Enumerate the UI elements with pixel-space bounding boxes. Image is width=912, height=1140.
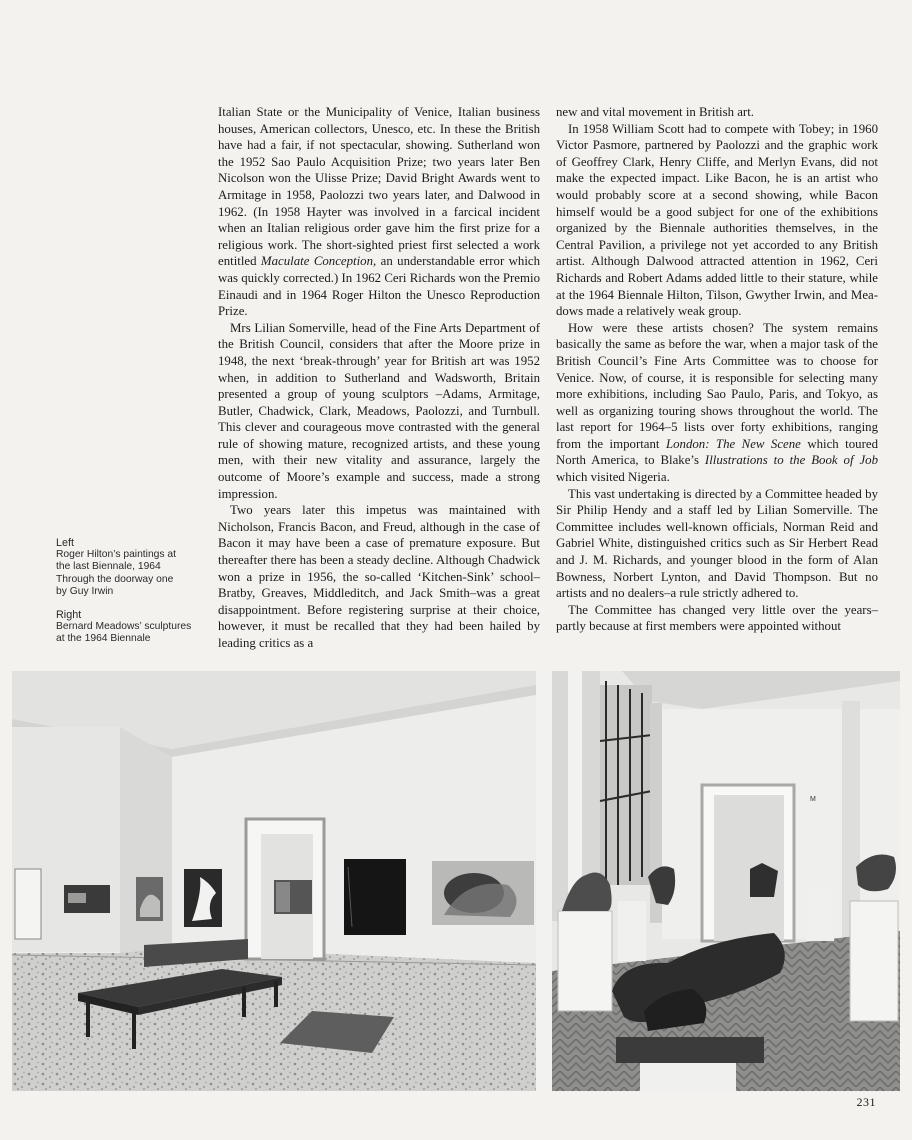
paragraph-text: which toured North America, to Blake’s (556, 436, 878, 468)
paragraph: Mrs Lilian Somerville, head of the Fine Arts Department of the British Council, considers that after the Moore prize in 1948, the next ‘break-through’ year for British art was 1952 when, in addition to Sutherland and Wadsworth, Britain presented a group of young sculptors –Adams, Armitage, Butler, Chadwick, Clark, Meadows, Paolozzi, and Turnbull. This clever and courageous move contrasted with the general rule of showing mature, recognized artists, and these young men, with their new vitality and assurance, largely the outcome of Moore’s example and success, made a strong impression. (218, 320, 540, 501)
caption-left-line: Roger Hilton’s paintings at (56, 549, 177, 561)
sculpture-room-illustration (552, 671, 900, 1091)
article-column-1 (218, 104, 540, 652)
caption-right-heading: Right (56, 609, 82, 621)
caption-right-line: Bernard Meadows’ sculptures (56, 621, 192, 633)
caption-left-line: by Guy Irwin (56, 585, 114, 597)
paragraph: Two years later this impetus was maintained with Nicholson, Francis Bacon, and Freud, although in the case of Bacon it may have been a case of premature exposure. But thereafter there has been a steady decline. Although Chadwick won a prize in 1956, the so-called ‘Kitchen-Sink’ school–Bratby, Greaves, Middleditch, and Jack Smith–was a great disappointment. Before registering surprise at their choice, however, it must be recalled that they had been hailed by leading critics as a (218, 503, 540, 650)
door-letter-m: M (810, 796, 816, 803)
paragraph (556, 320, 878, 486)
paragraph: new and vital movement in British art. (556, 105, 754, 119)
photo-meadows-sculptures (552, 671, 900, 1091)
paragraph-text: Italian State or the Municipality of Venice, Italian business houses, American collectors, Unesco, etc. In these the British have had a fair, if not spectacular, showing. Sutherland won the 1952 Sao Paulo Acquisition Prize; two years later Ben Nicolson won the Ulisse Prize; David Bright Awards went to Armitage in 1958, Paolozzi two years later, and Dalwood in 1962. (In 1958 Hayter was involved in a farcical incident when an Italian religious order gave him the first prize for a religious work. The short-sighted priest first selected a work entitled (218, 105, 540, 269)
article-column-2 (556, 104, 878, 635)
page-number: 231 (856, 1095, 876, 1109)
caption-left-heading: Left (56, 537, 75, 549)
caption-right-line: at the 1964 Biennale (56, 633, 151, 645)
caption-left (56, 537, 212, 598)
paragraph-text: , an understandable error which was quickly corrected.) In 1962 Ceri Richards won the Premio Einaudi and in 1964 Roger Hilton the Unesco Reproduction Prize. (218, 254, 541, 319)
caption-left-line: Through the doorway one (56, 573, 174, 585)
artwork-title: Maculate Conception (260, 254, 374, 269)
caption-right (56, 609, 212, 646)
paragraph: This vast undertaking is directed by a Committee headed by Sir Philip Hendy and a staff led by Lilian Somerville. The Committee includes well-known officials, Norman Reid and Gabriel White, distinguished critics such as Sir Herbert Read and J. M. Richards, and younger blood in the form of Alan Bowness, Norbert Lynton, and David Thompson. But no artists and no dealers–a rule strictly adhered to. (556, 486, 878, 601)
paragraph: The Committee has changed very little over the years–partly because at first members were appointed without (556, 602, 878, 634)
paragraph (218, 104, 540, 320)
paragraph: In 1958 William Scott had to compete with Tobey; in 1960 Victor Pasmore, partnered by Paolozzi and the graphic work of Geoffrey Clark, Henry Cliffe, and Merlyn Evans, did not make the expected impact. Like Bacon, he is an artist who would probably score at a second showing, while Bacon himself would be a good subject for one of the exhibitions organized by the Biennale authorities themselves, in the Central Pavilion, a privilege not yet accorded to any British artist. Although Dalwood attracted attention in 1962, Ceri Richards and Robert Adams added little to their stature, while at the 1964 Biennale Hilton, Tilson, Gwyther Irwin, and Meadows made a relatively weak group. (556, 121, 878, 319)
photo-hilton-gallery (12, 671, 536, 1091)
paragraph-text: How were these artists chosen? The system remains basically the same as before the war, when a major task of the British Council’s Fine Arts Committee was to choose for Venice. Now, of course, it is responsible for selecting many more exhibitions, including Sao Paulo, Paris, and Tokyo, as well as organizing touring shows throughout the world. The last report for 1964–5 lists over forty exhibitions, ranging from the important (556, 320, 878, 451)
exhibition-title: Illustrations to the Book of Job (704, 453, 878, 468)
gallery-illustration (12, 671, 536, 1091)
paragraph-text: which visited Nigeria. (556, 470, 670, 485)
exhibition-title: London: The New Scene (665, 436, 801, 451)
caption-left-line: the last Biennale, 1964 (56, 561, 161, 573)
